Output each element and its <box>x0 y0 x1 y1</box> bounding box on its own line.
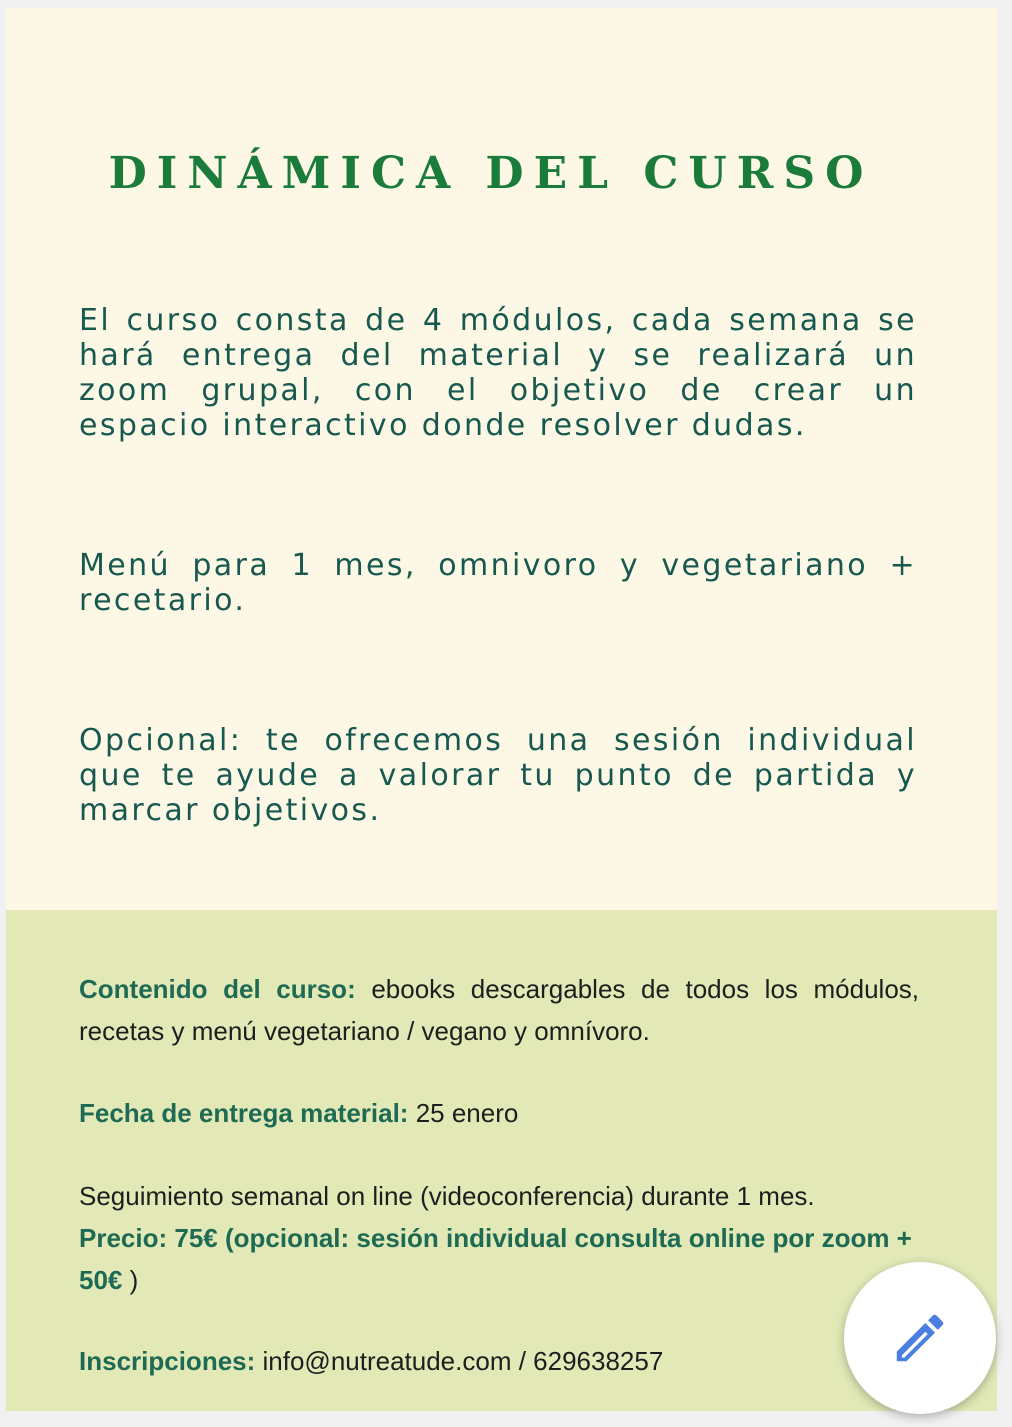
content-line <box>79 968 919 1052</box>
price-text: Precio: 75€ (opcional: sesión individual consulta online por zoom + 50€ <box>79 1223 912 1295</box>
price-tail: ) <box>122 1265 139 1295</box>
delivery-date-label: Fecha de entrega material: <box>79 1098 409 1128</box>
paragraph-course-structure: El curso consta de 4 módulos, cada semana se hará entrega del material y se realizará un zoom grupal, con el objetivo de crear un espacio interactivo donde resolver dudas. <box>79 303 917 443</box>
paragraph-optional: Opcional: te ofrecemos una sesión individual que te ayude a valorar tu punto de partida y marcar objetivos. <box>79 723 917 828</box>
registration-line <box>79 1340 919 1382</box>
paragraph-menu: Menú para 1 mes, omnivoro y vegetariano + recetario. <box>79 548 917 618</box>
registration-label: Inscripciones: <box>79 1346 256 1376</box>
follow-up-text: Seguimiento semanal on line (videoconferencia) durante 1 mes. <box>79 1181 815 1211</box>
page-title: DINÁMICA DEL CURSO <box>108 148 874 199</box>
pencil-icon <box>889 1307 951 1369</box>
content-text: ebooks descargables de todos los módulos, recetas y menú vegetariano / vegano y omnívoro. <box>79 974 920 1046</box>
flyer-page <box>6 8 997 1411</box>
registration-contact[interactable]: info@nutreatude.com / 629638257 <box>255 1346 664 1376</box>
delivery-date-value: 25 enero <box>408 1098 519 1128</box>
delivery-date-line <box>79 1092 919 1134</box>
edit-button[interactable] <box>844 1262 996 1414</box>
follow-up-and-price <box>79 1175 919 1301</box>
content-label: Contenido del curso: <box>79 974 356 1004</box>
